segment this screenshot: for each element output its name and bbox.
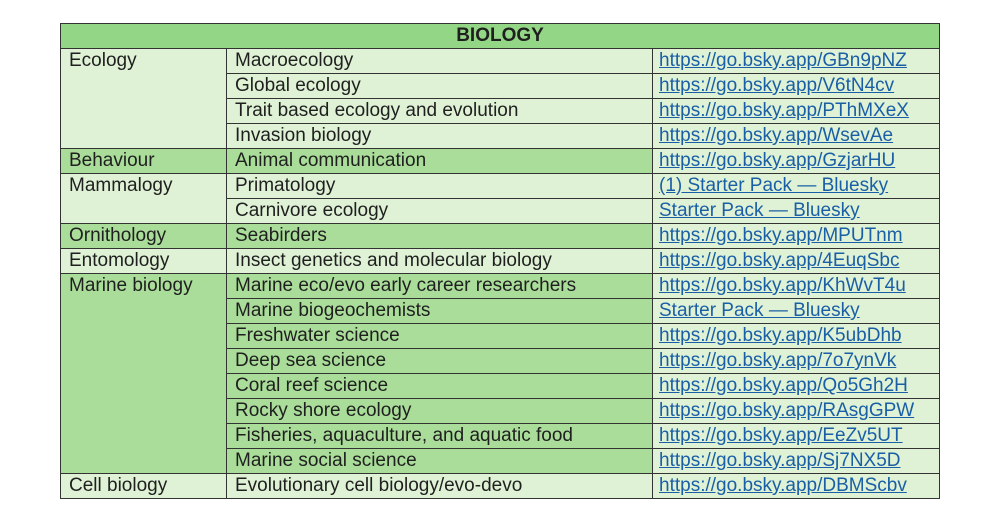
link-cell [653,149,940,174]
table-row [61,474,940,499]
table-row [61,224,940,249]
link-cell [653,424,940,449]
link-cell [653,99,940,124]
link-cell [653,124,940,149]
topic-cell: Marine social science [227,449,653,474]
topic-cell: Freshwater science [227,324,653,349]
starter-pack-link[interactable]: https://go.bsky.app/WsevAe [659,125,894,146]
topic-cell: Carnivore ecology [227,199,653,224]
table-row [61,274,940,299]
topic-cell: Fisheries, aquaculture, and aquatic food [227,424,653,449]
table-row [61,49,940,74]
topic-cell: Deep sea science [227,349,653,374]
topic-cell: Evolutionary cell biology/evo-devo [227,474,653,499]
link-cell [653,349,940,374]
category-cell: Mammalogy [61,174,227,224]
link-cell [653,274,940,299]
topic-cell: Primatology [227,174,653,199]
topic-cell: Marine eco/evo early career researchers [227,274,653,299]
link-cell [653,199,940,224]
category-cell: Marine biology [61,274,227,474]
starter-pack-link[interactable]: Starter Pack — Bluesky [659,200,860,221]
table-title: BIOLOGY [61,24,940,49]
starter-pack-link[interactable]: https://go.bsky.app/Qo5Gh2H [659,375,908,396]
table-row [61,149,940,174]
topic-cell: Coral reef science [227,374,653,399]
category-cell: Ornithology [61,224,227,249]
starter-pack-link[interactable]: https://go.bsky.app/EeZv5UT [659,425,903,446]
topic-cell: Marine biogeochemists [227,299,653,324]
starter-pack-link[interactable]: https://go.bsky.app/DBMScbv [659,475,907,496]
starter-pack-link[interactable]: (1) Starter Pack — Bluesky [659,175,889,196]
topic-cell: Macroecology [227,49,653,74]
topic-cell: Seabirders [227,224,653,249]
topic-cell: Trait based ecology and evolution [227,99,653,124]
starter-pack-link[interactable]: https://go.bsky.app/GBn9pNZ [659,50,907,71]
starter-pack-link[interactable]: https://go.bsky.app/4EuqSbc [659,250,900,271]
topic-cell: Rocky shore ecology [227,399,653,424]
link-cell [653,374,940,399]
link-cell [653,299,940,324]
category-cell: Cell biology [61,474,227,499]
link-cell [653,449,940,474]
link-cell [653,224,940,249]
category-cell: Behaviour [61,149,227,174]
link-cell [653,174,940,199]
table-row [61,249,940,274]
link-cell [653,474,940,499]
category-cell: Entomology [61,249,227,274]
starter-pack-link[interactable]: https://go.bsky.app/7o7ynVk [659,350,897,371]
starter-pack-link[interactable]: https://go.bsky.app/Sj7NX5D [659,450,901,471]
starter-pack-link[interactable]: https://go.bsky.app/MPUTnm [659,225,903,246]
topic-cell: Global ecology [227,74,653,99]
topic-cell: Animal communication [227,149,653,174]
link-cell [653,74,940,99]
starter-pack-link[interactable]: https://go.bsky.app/PThMXeX [659,100,909,121]
link-cell [653,49,940,74]
topic-cell: Invasion biology [227,124,653,149]
link-cell [653,324,940,349]
starter-pack-link[interactable]: Starter Pack — Bluesky [659,300,860,321]
category-cell: Ecology [61,49,227,149]
link-cell [653,399,940,424]
table-row [61,174,940,199]
starter-pack-link[interactable]: https://go.bsky.app/RAsgGPW [659,400,915,421]
starter-pack-link[interactable]: https://go.bsky.app/GzjarHU [659,150,896,171]
starter-pack-link[interactable]: https://go.bsky.app/KhWvT4u [659,275,906,296]
starter-pack-link[interactable]: https://go.bsky.app/V6tN4cv [659,75,895,96]
link-cell [653,249,940,274]
topic-cell: Insect genetics and molecular biology [227,249,653,274]
starter-pack-link[interactable]: https://go.bsky.app/K5ubDhb [659,325,902,346]
biology-table [60,23,940,499]
